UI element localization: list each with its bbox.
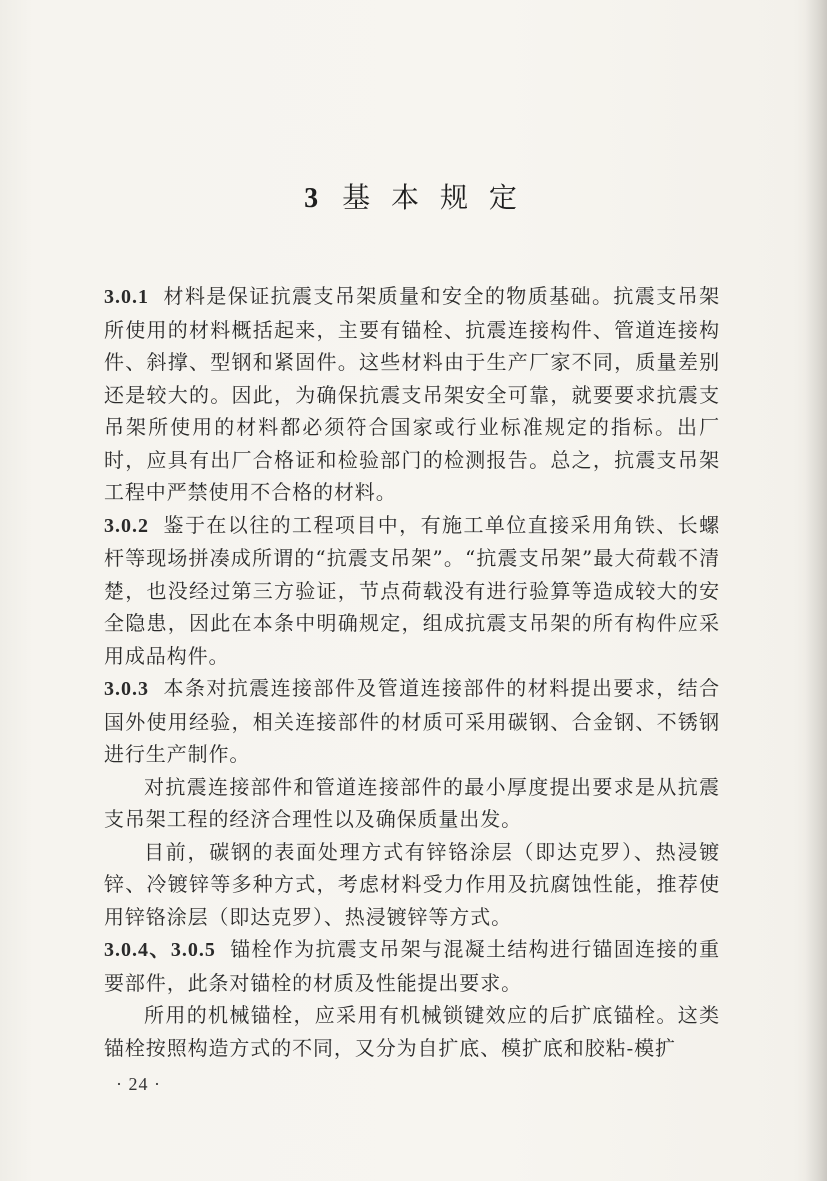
clause-number: 3.0.2 (104, 514, 149, 537)
chapter-number: 3 (304, 183, 325, 214)
clause-3-0-2 (104, 509, 720, 673)
clause-text: 鉴于在以往的工程项目中，有施工单位直接采用角铁、长螺杆等现场拼凑成所谓的“抗震支吊架”。“抗震支吊架”最大荷载不清楚，也没经过第三方验证，节点荷载没有进行验算等造成较大的安全隐患，因此在本条中明确规定，组成抗震支吊架的所有构件应采用成品构件。 (104, 512, 720, 668)
clause-number: 3.0.4、3.0.5 (104, 939, 216, 961)
chapter-title (0, 176, 827, 216)
clause-text: 材料是保证抗震支吊架质量和安全的物质基础。抗震支吊架所使用的材料概括起来，主要有锚栓、抗震连接构件、管道连接构件、斜撑、型钢和紧固件。这些材料由于生产厂家不同，质量差别还是较大的。因此，为确保抗震支吊架安全可靠，就要要求抗震支吊架所使用的材料都必须符合国家或行业标准规定的指标。出厂时，应具有出厂合格证和检验部门的检测报告。总之，抗震支吊架工程中严禁使用不合格的材料。 (104, 284, 720, 504)
clause-text: 锚栓作为抗震支吊架与混凝土结构进行锚固连接的重要部件，此条对锚栓的材质及性能提出要求。 (104, 937, 721, 995)
clause-number: 3.0.3 (104, 678, 149, 700)
clause-3-0-1 (104, 280, 720, 509)
clause-3-0-3-paragraph: 对抗震连接部件和管道连接部件的最小厚度提出要求是从抗震支吊架工程的经济合理性以及确保质量出发。 (104, 774, 720, 831)
clause-3-0-4-5-paragraph: 所用的机械锚栓，应采用有机械锁键效应的后扩底锚栓。这类锚栓按照构造方式的不同，又分为自扩底、模扩底和胶粘-模扩 (104, 1003, 720, 1060)
chapter-title-text: 基 本 规 定 (342, 181, 523, 214)
clause-3-0-4-5 (104, 933, 720, 999)
clause-3-0-3-paragraph: 目前，碳钢的表面处理方式有锌铬涂层（即达克罗）、热浸镀锌、冷镀锌等多种方式，考虑材料受力作用及抗腐蚀性能，推荐使用锌铬涂层（即达克罗）、热浸镀锌等方式。 (104, 839, 720, 929)
body-text (104, 280, 720, 1064)
clause-number: 3.0.1 (104, 286, 149, 308)
page-number: · 24 · (116, 1074, 161, 1094)
clause-3-0-3 (104, 672, 720, 771)
clause-text: 本条对抗震连接部件及管道连接部件的材料提出要求，结合国外使用经验，相关连接部件的材质可采用碳钢、合金钢、不锈钢进行生产制作。 (104, 676, 720, 766)
